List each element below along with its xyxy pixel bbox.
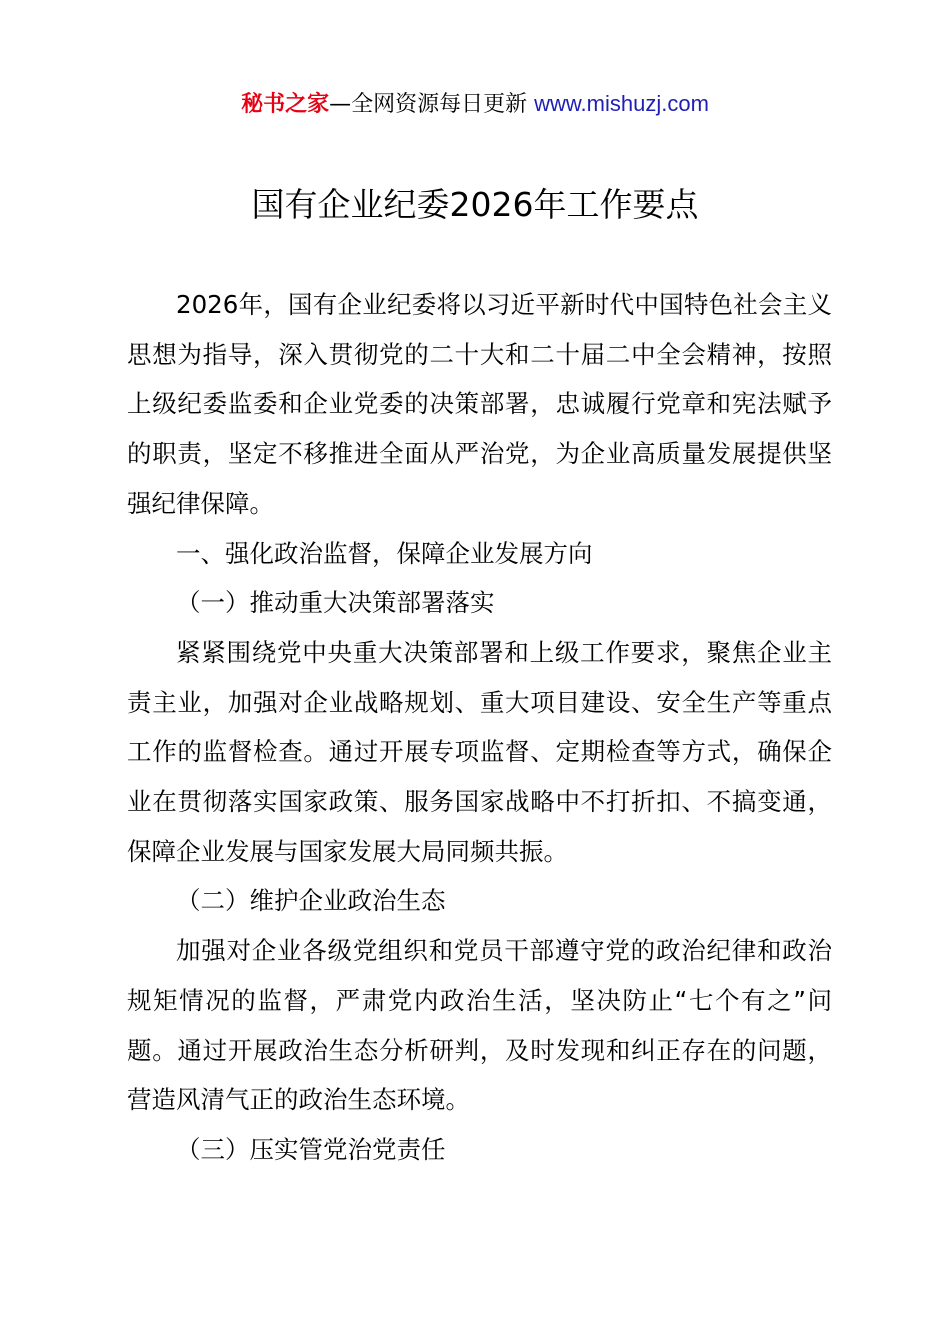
site-url-link[interactable]: www.mishuzj.com (534, 91, 709, 116)
document-title: 国有企业纪委2026年工作要点 (251, 185, 699, 224)
body-paragraph-2: 加强对企业各级党组织和党员干部遵守党的政治纪律和政治规矩情况的监督，严肃党内政治生活，坚决防止“七个有之”问题。通过开展政治生态分析研判，及时发现和纠正存在的问题，营造风清气正的政治生态环境。 (127, 936, 832, 1115)
subsection-heading-1: （一）推动重大决策部署落实 (176, 588, 495, 618)
intro-paragraph: 2026年，国有企业纪委将以习近平新时代中国特色社会主义思想为指导，深入贯彻党的二十大和二十届二中全会精神，按照上级纪委监委和企业党委的决策部署，忠诚履行党章和宪法赋予的职责，坚定不移推进全面从严治党，为企业高质量发展提供坚强纪律保障。 (127, 290, 832, 518)
document-body (127, 280, 832, 1175)
site-tagline: —全网资源每日更新 (329, 92, 528, 117)
section-heading-1: 一、强化政治监督，保障企业发展方向 (176, 538, 593, 568)
site-header (0, 88, 950, 121)
site-brand: 秘书之家 (241, 92, 330, 117)
subsection-heading-2: （二）维护企业政治生态 (176, 886, 446, 916)
body-paragraph-1: 紧紧围绕党中央重大决策部署和上级工作要求，聚焦企业主责主业，加强对企业战略规划、重大项目建设、安全生产等重点工作的监督检查。通过开展专项监督、定期检查等方式，确保企业在贯彻落实国家政策、服务国家战略中不打折扣、不搞变通，保障企业发展与国家发展大局同频共振。 (127, 637, 832, 866)
subsection-heading-3: （三）压实管党治党责任 (176, 1134, 446, 1164)
